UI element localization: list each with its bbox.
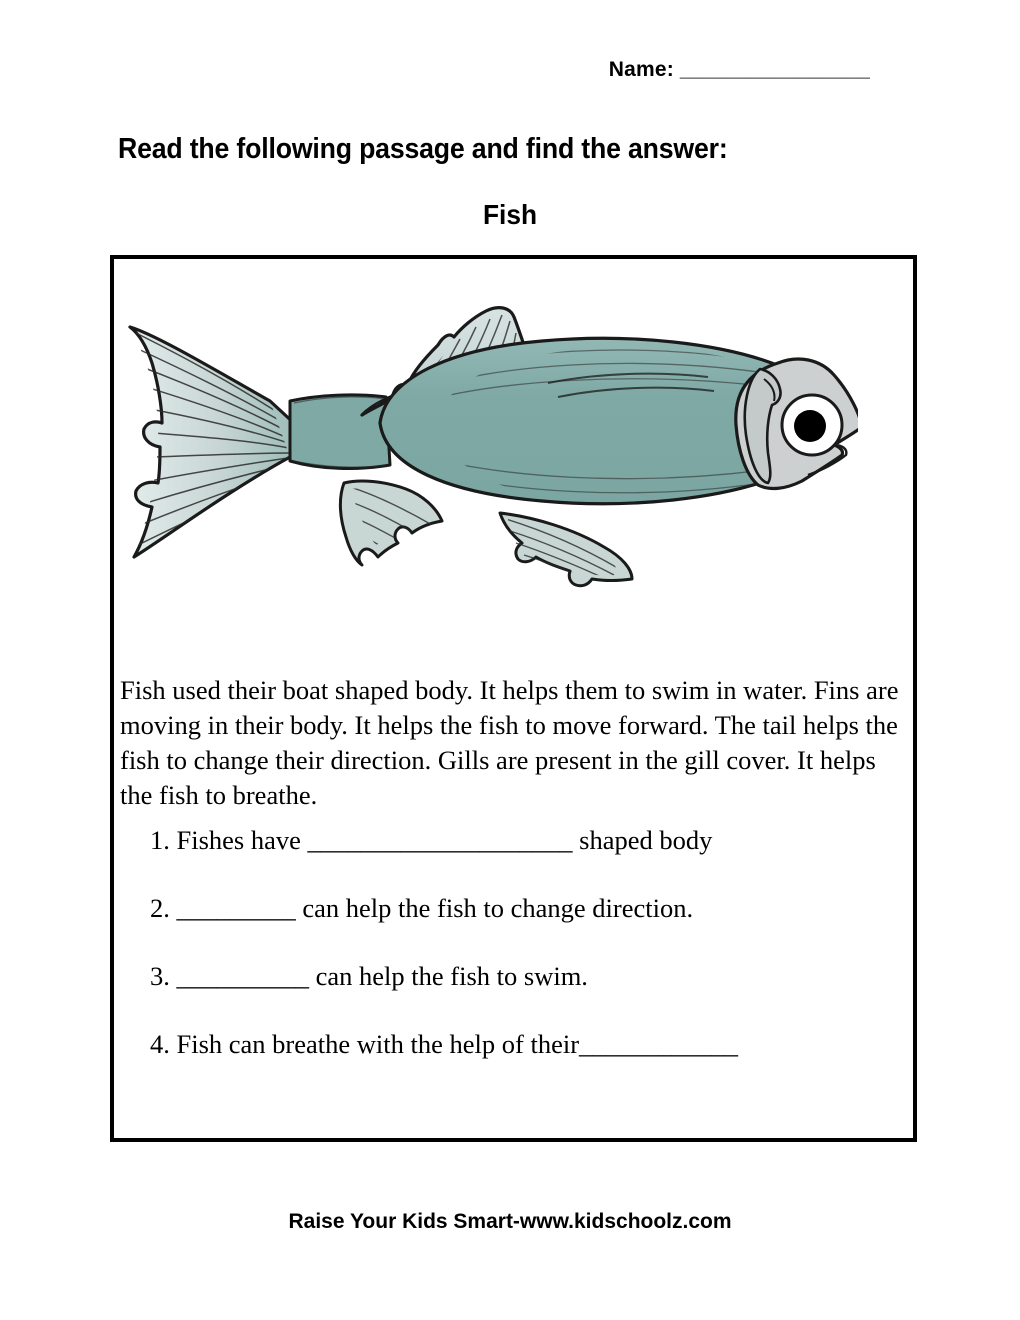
fish-illustration: [118, 275, 858, 605]
fish-head: [736, 359, 858, 488]
fish-anal-fin: [340, 481, 442, 567]
passage-subtitle: Fish: [482, 199, 538, 230]
fish-pelvic-fin: [500, 513, 632, 586]
page-title: Read the following passage and find the answer:: [118, 133, 728, 165]
question-item[interactable]: 2. _________ can help the fish to change direction.: [150, 893, 694, 923]
fish-tail-fin: [130, 327, 296, 557]
name-field-label[interactable]: Name: ________________: [608, 58, 870, 81]
question-list: [150, 824, 910, 1096]
name-field-row: [0, 58, 1020, 82]
footer-credit[interactable]: Raise Your Kids Smart-www.kidschoolz.com: [288, 1210, 732, 1233]
fish-pupil: [794, 410, 826, 442]
question-item[interactable]: 1. Fishes have ____________________ shaped body: [150, 825, 713, 855]
reading-passage: Fish used their boat shaped body. It helps them to swim in water. Fins are moving in their body. It helps the fish to move forward. The tail helps the fish to change their direction. Gills are present in the gill cover. It helps the fish to breathe.: [120, 674, 899, 810]
question-item[interactable]: 4. Fish can breathe with the help of their____________: [150, 1029, 739, 1059]
worksheet-content-box: [110, 255, 917, 1142]
question-item[interactable]: 3. __________ can help the fish to swim.: [150, 961, 588, 991]
